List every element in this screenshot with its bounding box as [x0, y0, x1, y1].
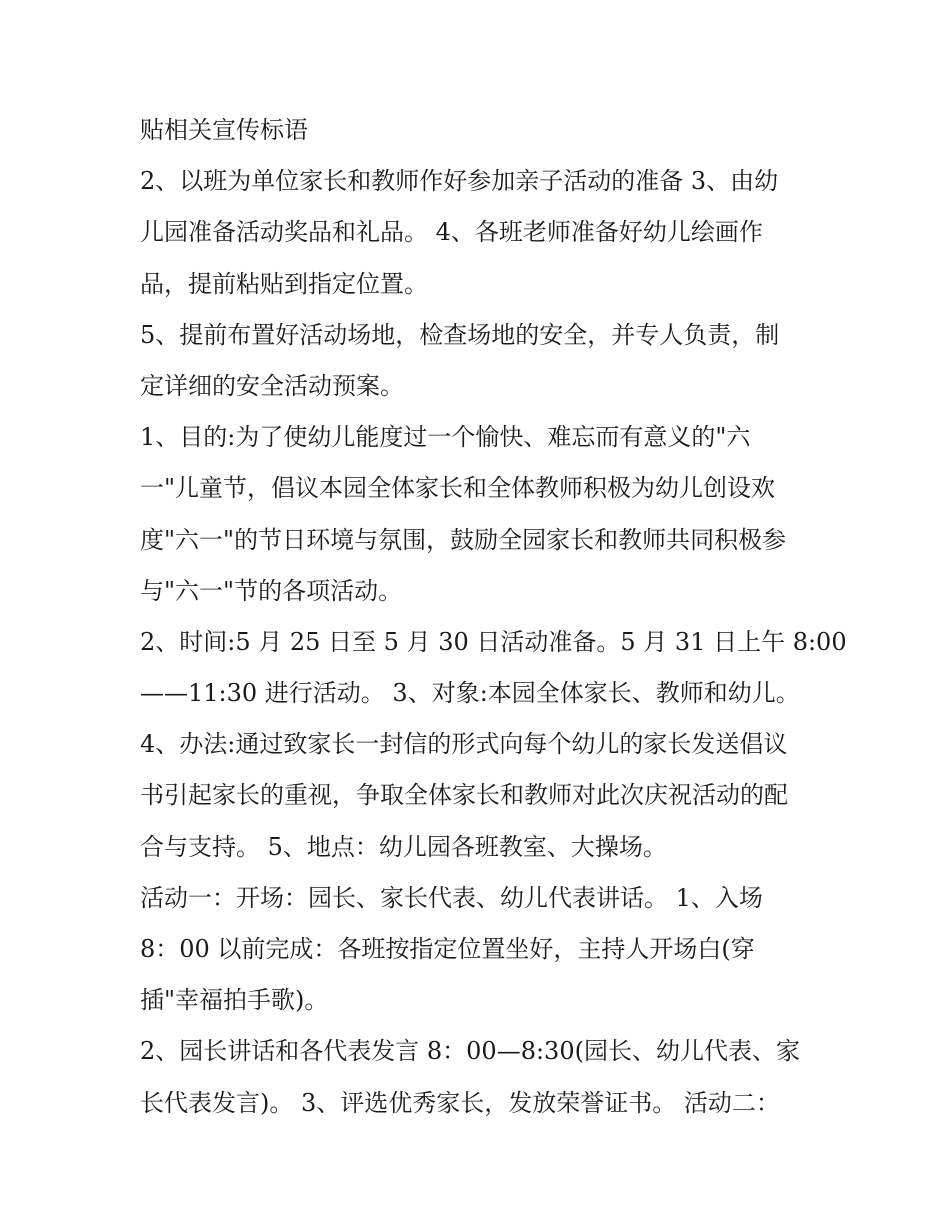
text-line: 与"六一"节的各项活动。	[140, 576, 403, 605]
text-line: 2、时间:5 月 25 日至 5 月 30 日活动准备。5 月 31 日上午 8:00	[140, 627, 847, 656]
text-line: 2、以班为单位家长和教师作好参加亲子活动的准备 3、由幼	[140, 167, 779, 196]
text-line: 贴相关宣传标语	[140, 116, 308, 144]
text-line: 度"六一"的节日环境与氛围，鼓励全园家长和教师共同积极参	[140, 525, 787, 554]
text-line: 2、园长讲话和各代表发言 8：00—8:30(园长、幼儿代表、家	[140, 1037, 800, 1066]
text-line: 一"儿童节，倡议本园全体家长和全体教师积极为幼儿创设欢	[140, 474, 776, 503]
text-line: ——11:30 进行活动。 3、对象:本园全体家长、教师和幼儿。	[140, 679, 800, 708]
text-line: 1、目的:为了使幼儿能度过一个愉快、难忘而有意义的"六	[140, 423, 751, 452]
text-line: 长代表发言)。 3、评选优秀家长，发放荣誉证书。 活动二：	[140, 1088, 780, 1117]
text-line: 活动一：开场：园长、家长代表、幼儿代表讲话。 1、入场	[140, 883, 763, 912]
document-body	[140, 105, 847, 1129]
text-line: 书引起家长的重视，争取全体家长和教师对此次庆祝活动的配	[140, 781, 788, 810]
text-line: 插"幸福拍手歌)。	[140, 986, 329, 1015]
text-line: 5、提前布置好活动场地，检查场地的安全，并专人负责，制	[140, 320, 780, 349]
text-line: 8：00 以前完成：各班按指定位置坐好，主持人开场白(穿	[140, 935, 755, 963]
text-line: 品，提前粘贴到指定位置。	[140, 269, 428, 298]
text-line: 儿园准备活动奖品和礼品。 4、各班老师准备好幼儿绘画作	[140, 218, 763, 247]
text-line: 定详细的安全活动预案。	[140, 371, 404, 400]
text-line: 4、办法:通过致家长一封信的形式向每个幼儿的家长发送倡议	[140, 730, 788, 759]
text-line: 合与支持。 5、地点：幼儿园各班教室、大操场。	[140, 832, 667, 861]
